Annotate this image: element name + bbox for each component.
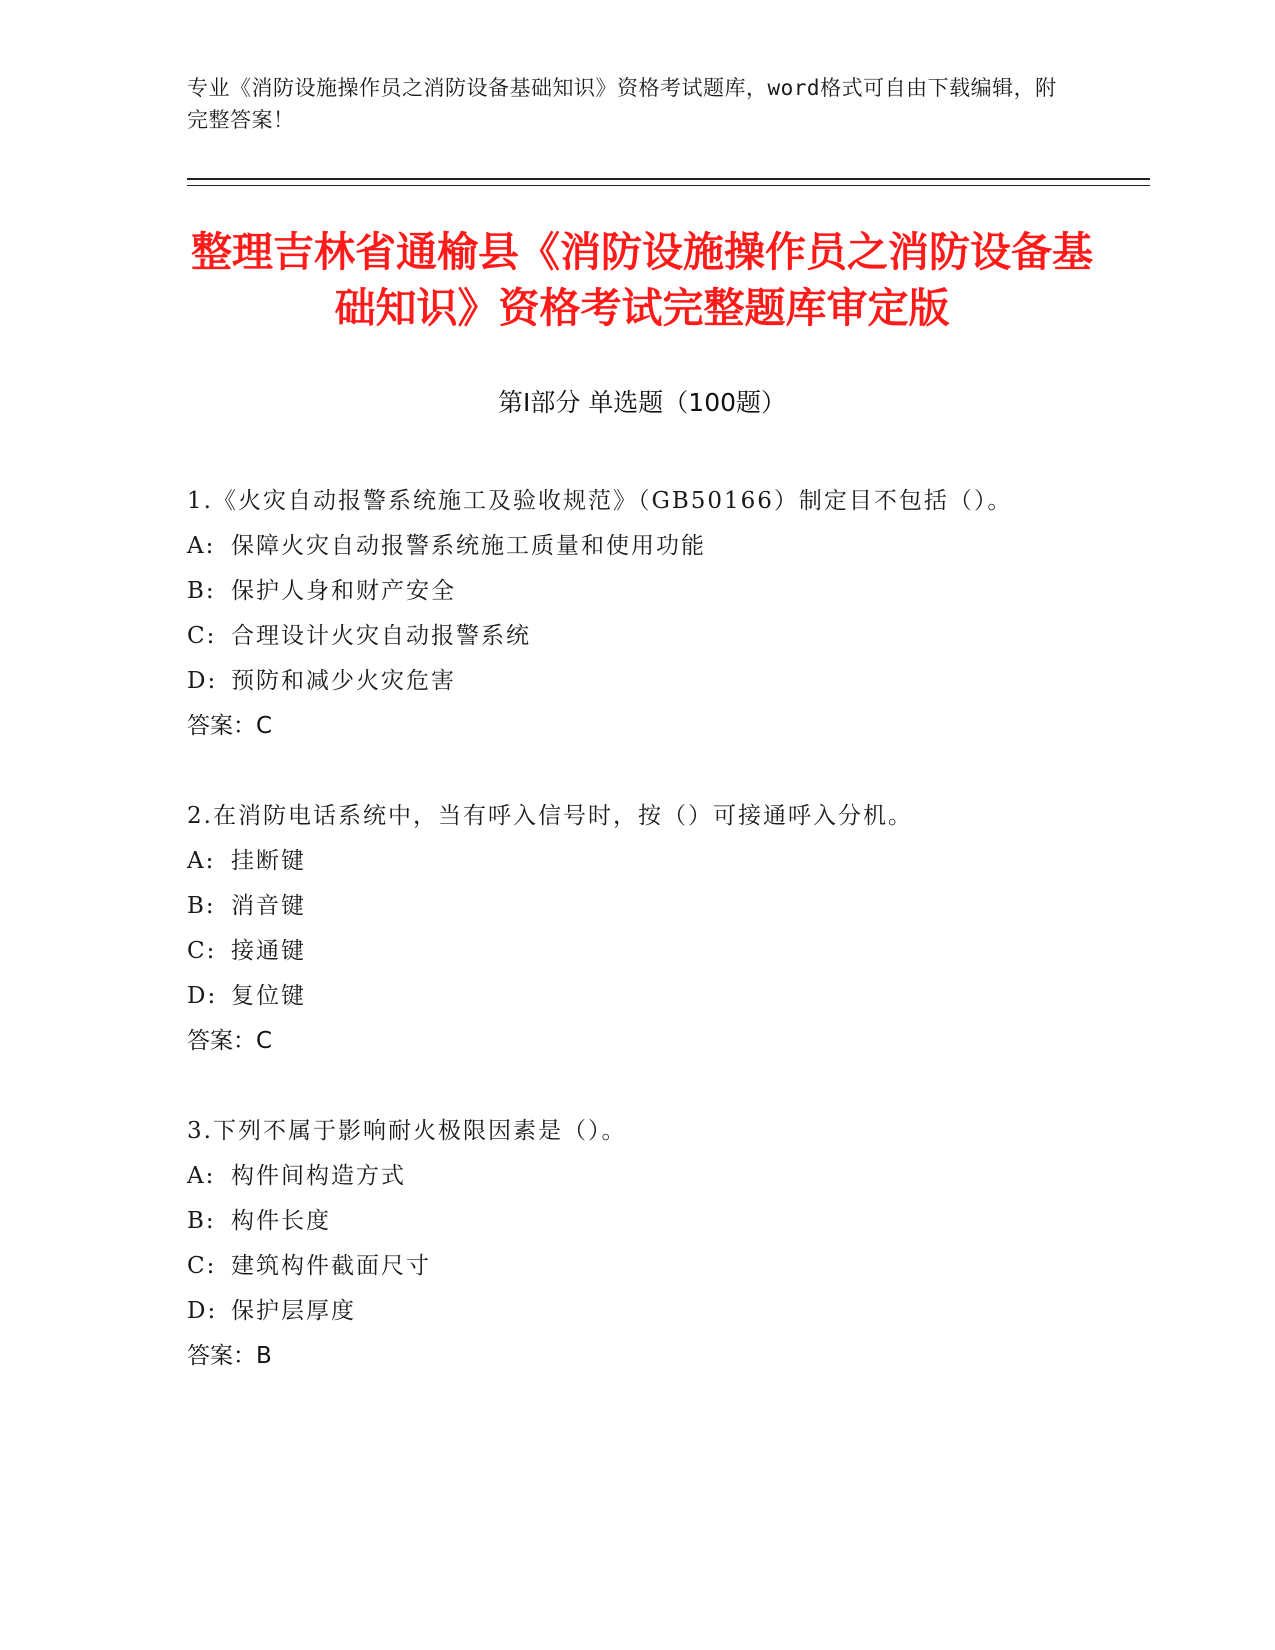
question-2: [187, 794, 1087, 1064]
option-text: 保护层厚度: [231, 1298, 356, 1324]
option-text: 接通键: [231, 938, 306, 964]
option-text: 保障火灾自动报警系统施工质量和使用功能: [231, 533, 706, 559]
option-letter: A:: [187, 848, 216, 874]
option-c: [187, 614, 1087, 659]
question-list: [187, 479, 1087, 1424]
header-note: 专业《消防设施操作员之消防设备基础知识》资格考试题库，word格式可自由下载编辑，附完整答案！: [187, 76, 1057, 132]
option-a: [187, 524, 1087, 569]
question-stem: 1.《火灾自动报警系统施工及验收规范》（GB50166）制定目不包括（）。: [187, 488, 1013, 514]
option-text: 合理设计火灾自动报警系统: [231, 623, 531, 649]
option-text: 构件长度: [231, 1208, 331, 1234]
option-letter: A:: [187, 1163, 216, 1189]
option-text: 建筑构件截面尺寸: [231, 1253, 431, 1279]
option-text: 构件间构造方式: [231, 1163, 406, 1189]
option-c: [187, 1244, 1087, 1289]
option-text: 挂断键: [231, 848, 306, 874]
option-letter: B:: [187, 893, 216, 919]
option-a: [187, 1154, 1087, 1199]
option-text: 复位键: [231, 983, 306, 1009]
question-1: [187, 479, 1087, 749]
option-d: [187, 1289, 1087, 1334]
answer-line: 答案：B: [187, 1343, 272, 1369]
answer-line: 答案：C: [187, 1028, 273, 1054]
question-stem: 3.下列不属于影响耐火极限因素是（）。: [187, 1118, 627, 1144]
option-text: 预防和减少火灾危害: [231, 668, 456, 694]
question-3: [187, 1109, 1087, 1379]
header-divider-thick: [187, 178, 1150, 180]
option-letter: C:: [187, 1253, 217, 1279]
option-d: [187, 659, 1087, 704]
section-title: 第Ⅰ部分 单选题（100题）: [497, 388, 787, 417]
option-letter: B:: [187, 1208, 216, 1234]
option-letter: C:: [187, 938, 217, 964]
option-d: [187, 974, 1087, 1019]
option-text: 消音键: [231, 893, 306, 919]
option-letter: D:: [187, 1298, 218, 1324]
header-divider-thin: [187, 185, 1150, 186]
option-b: [187, 569, 1087, 614]
option-letter: B:: [187, 578, 216, 604]
option-letter: D:: [187, 668, 218, 694]
option-letter: A:: [187, 533, 216, 559]
option-letter: C:: [187, 623, 217, 649]
question-stem: 2.在消防电话系统中，当有呼入信号时，按（）可接通呼入分机。: [187, 803, 913, 829]
answer-line: 答案：C: [187, 713, 273, 739]
option-a: [187, 839, 1087, 884]
option-letter: D:: [187, 983, 218, 1009]
option-b: [187, 884, 1087, 929]
option-b: [187, 1199, 1087, 1244]
option-text: 保护人身和财产安全: [231, 578, 456, 604]
option-c: [187, 929, 1087, 974]
document-title: 整理吉林省通榆县《消防设施操作员之消防设备基础知识》资格考试完整题库审定版: [191, 228, 1093, 332]
